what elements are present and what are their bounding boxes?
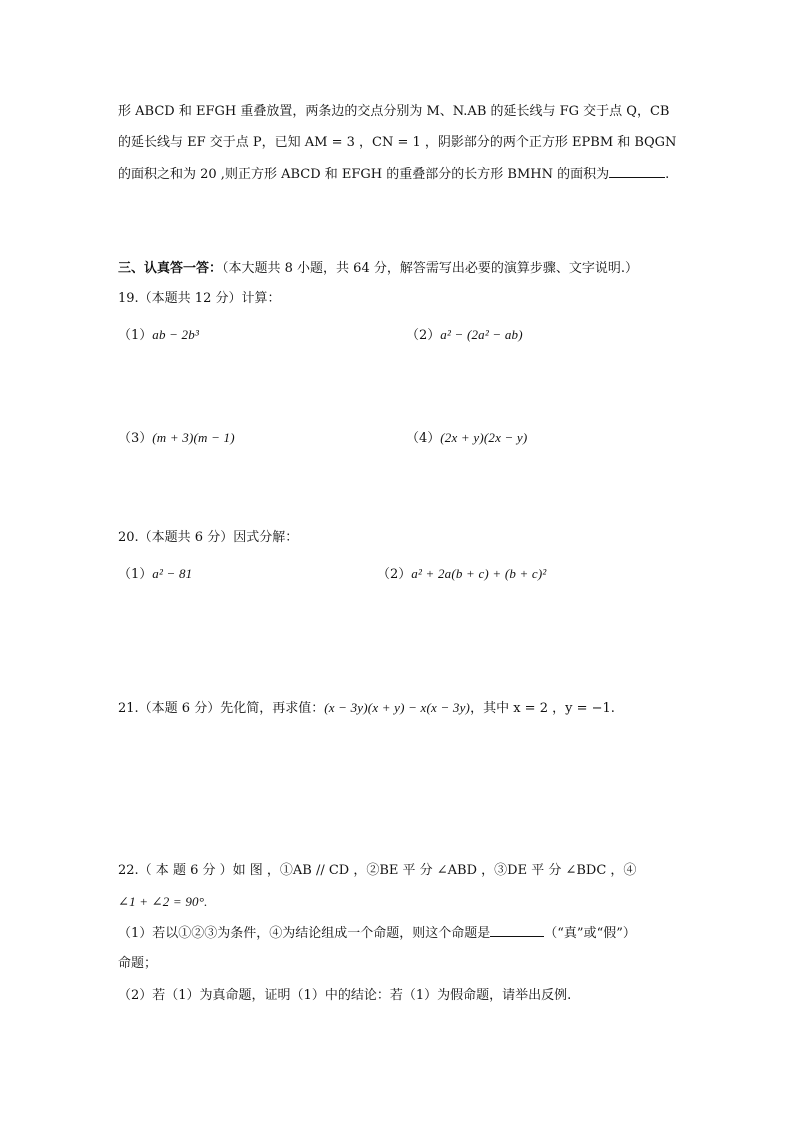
q22-angle-condition: ∠1 + ∠2 = 90°. xyxy=(118,894,208,909)
section-3-description: （本大题共 8 小题，共 64 分，解答需写出必要的演算步骤、文字说明.） xyxy=(222,261,638,276)
q22-sub-1-end: 命题； xyxy=(118,956,158,971)
q22-sub-2-text: （2）若（1）为真命题，证明（1）中的结论：若（1）为假命题，请举出反例. xyxy=(118,988,572,1003)
q22-sub-2 xyxy=(118,987,571,1005)
q19-part-2 xyxy=(406,326,523,345)
q22-sub-1-text: （1）若以①②③为条件，④为结论组成一个命题，则这个命题是 xyxy=(118,926,491,941)
q18-line-3 xyxy=(118,165,669,184)
q21-line xyxy=(118,699,615,718)
q18-line-1-text: 形 ABCD 和 EFGH 重叠放置，两条边的交点分别为 M、N.AB 的延长线与 FG 交于点 Q，CB xyxy=(118,104,670,119)
q19-part-3-expression: (m + 3)(m − 1) xyxy=(152,430,235,445)
q19-part-1-number: （1） xyxy=(118,328,153,343)
q19-part-1-expression: ab − 2b³ xyxy=(152,327,200,342)
q18-line-1 xyxy=(118,103,669,121)
q19-part-2-expression: a² − (2a² − ab) xyxy=(440,327,523,342)
q20-title-text: 20.（本题共 6 分）因式分解： xyxy=(118,530,299,545)
q19-part-3 xyxy=(118,429,235,448)
q19-part-4 xyxy=(406,429,527,448)
q21-text-prefix: 21.（本题 6 分）先化简，再求值： xyxy=(118,701,325,716)
q18-line-2-text: 的延长线与 EF 交于点 P，已知 AM = 3 ，CN = 1 ，阴影部分的两个正方形 EPBM 和 BQGN xyxy=(118,135,677,150)
q20-title xyxy=(118,529,298,547)
q22-line-2 xyxy=(118,893,208,912)
q22-line-1 xyxy=(118,862,636,880)
q22-sub-1-cont xyxy=(118,955,157,973)
q21-expression: (x − 3y)(x + y) − x(x − 3y) xyxy=(324,700,471,715)
q21-text-suffix: ，其中 x = 2 ，y = −1. xyxy=(470,701,615,716)
q20-part-2 xyxy=(377,565,547,584)
q19-part-1 xyxy=(118,326,199,345)
q22-answer-blank[interactable] xyxy=(490,924,544,937)
q19-title-text: 19.（本题共 12 分）计算： xyxy=(118,291,281,306)
q20-part-1-expression: a² − 81 xyxy=(152,566,193,581)
section-3-title: 三、认真答一答： xyxy=(118,261,223,276)
q19-part-2-number: （2） xyxy=(406,328,441,343)
q19-part-3-number: （3） xyxy=(118,431,153,446)
q20-part-1-number: （1） xyxy=(118,567,153,582)
q18-line-3-end: . xyxy=(665,167,670,182)
q18-answer-blank[interactable] xyxy=(609,165,665,178)
q20-part-2-expression: a² + 2a(b + c) + (b + c)² xyxy=(411,566,547,581)
q22-sub-1 xyxy=(118,924,636,943)
q20-part-2-number: （2） xyxy=(377,567,412,582)
q22-sub-1-choice: （“真”或“假”） xyxy=(544,926,636,941)
q22-line-1-text: 22.（ 本 题 6 分 ）如 图 ，①AB // CD ，②BE 平 分 ∠ABD ，③DE 平 分 ∠BDC ，④ xyxy=(118,863,637,878)
q19-part-4-expression: (2x + y)(2x − y) xyxy=(440,430,528,445)
q20-part-1 xyxy=(118,565,192,584)
q19-title xyxy=(118,290,280,308)
q19-part-4-number: （4） xyxy=(406,431,441,446)
q18-line-3-text: 的面积之和为 20 ,则正方形 ABCD 和 EFGH 的重叠部分的长方形 BMHN 的面积为 xyxy=(118,167,610,182)
q18-line-2 xyxy=(118,134,676,152)
section-3-heading xyxy=(118,260,638,278)
